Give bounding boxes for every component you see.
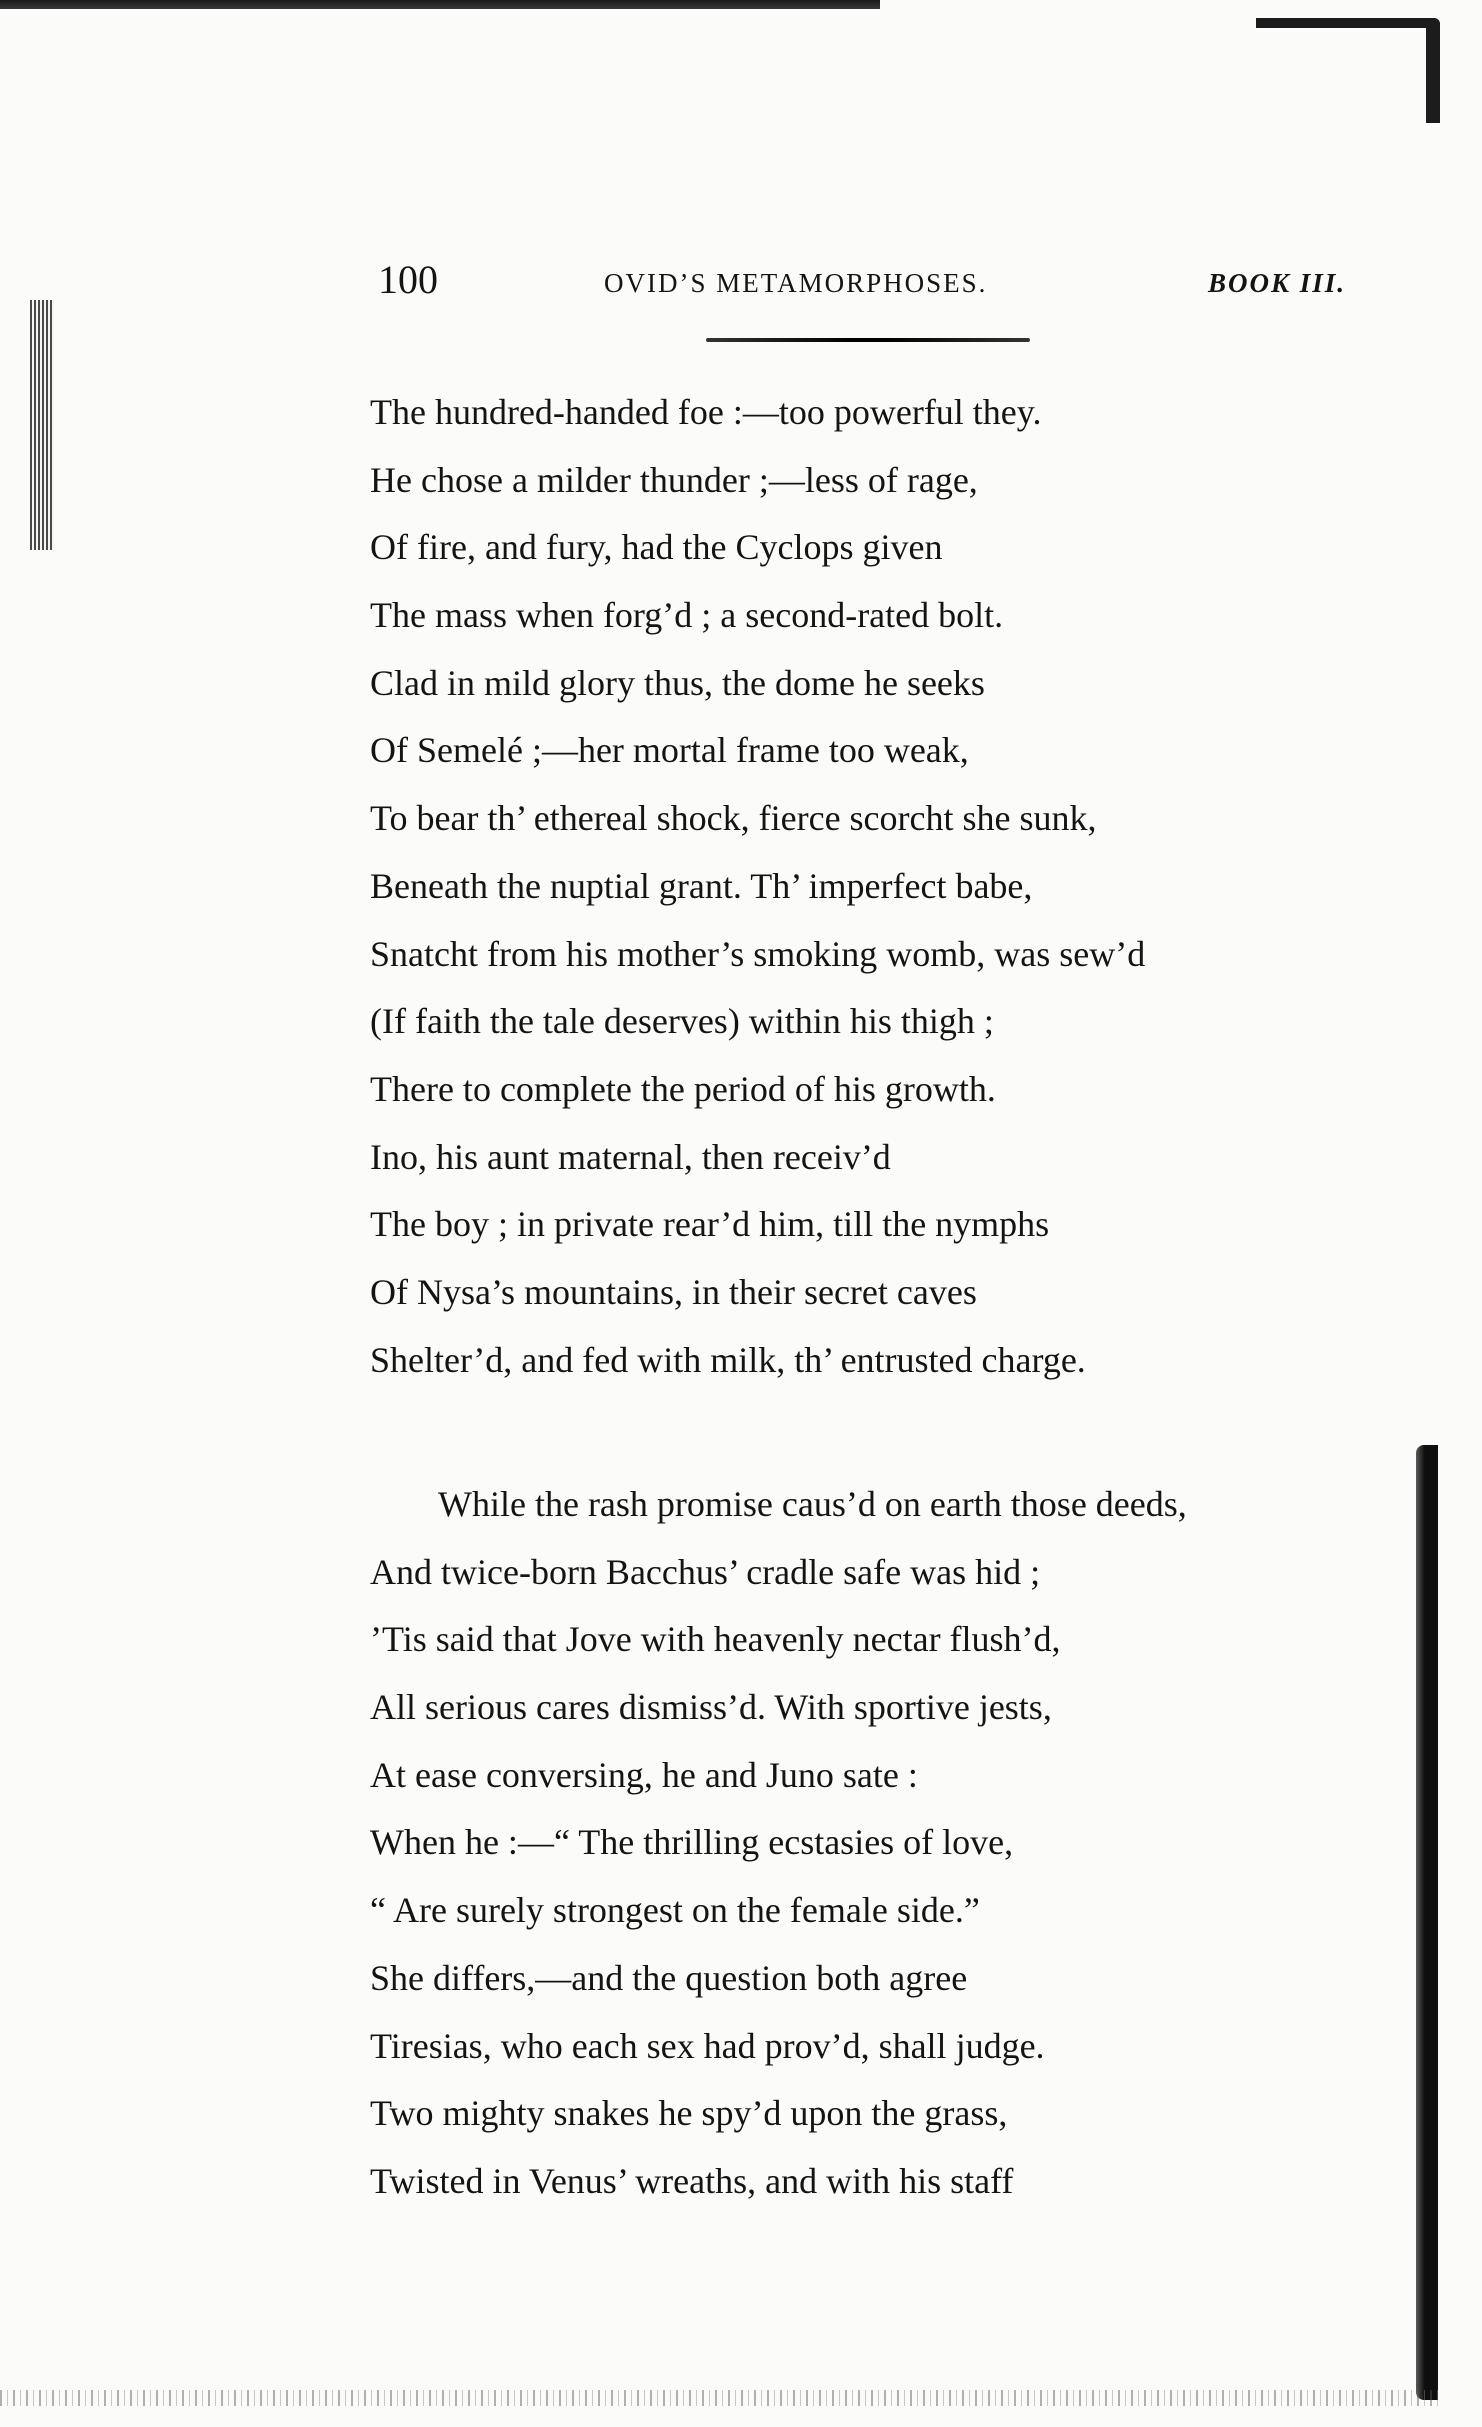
verse-line: The boy ; in private rear’d him, till the nymphs (370, 1204, 1050, 1245)
verse-line: Twisted in Venus’ wreaths, and with his staff (370, 2160, 1014, 2201)
stanza-2 (370, 1484, 1350, 2232)
scan-top-edge (0, 0, 880, 9)
verse-line: Shelter’d, and fed with milk, th’ entrusted charge. (370, 1339, 1086, 1380)
verse-line: ’Tis said that Jove with heavenly nectar flush’d, (370, 1619, 1061, 1660)
verse-line: She differs,—and the question both agree (370, 1957, 968, 1998)
book-label: BOOK III. (1208, 268, 1347, 298)
running-head (368, 256, 1358, 306)
verse-line: Beneath the nuptial grant. Th’ imperfect babe, (370, 865, 1033, 906)
verse-line: Of Nysa’s mountains, in their secret caves (370, 1271, 977, 1312)
verse-line: Snatcht from his mother’s smoking womb, was sew’d (370, 933, 1146, 974)
verse-line: Clad in mild glory thus, the dome he seeks (370, 662, 985, 703)
verse-line: The hundred-handed foe :—too powerful they. (370, 392, 1042, 432)
verse-line: To bear th’ ethereal shock, fierce scorcht she sunk, (370, 798, 1097, 839)
verse-line: (If faith the tale deserves) within his thigh ; (370, 1001, 994, 1042)
verse-line: And twice-born Bacchus’ cradle safe was hid ; (370, 1551, 1041, 1592)
verse-line: Of Semelé ;—her mortal frame too weak, (370, 730, 969, 771)
verse-line: There to complete the period of his growth. (370, 1068, 996, 1109)
page-number: 100 (378, 257, 438, 302)
verse-line: Tiresias, who each sex had prov’d, shall judge. (370, 2025, 1045, 2066)
verse-line: All serious cares dismiss’d. With sportive jests, (370, 1687, 1052, 1728)
scan-binding-edge (30, 300, 54, 550)
verse-line: He chose a milder thunder ;—less of rage, (370, 459, 978, 500)
verse-line: “ Are surely strongest on the female side.” (370, 1890, 980, 1931)
scan-page-edge (1416, 1445, 1438, 2400)
head-rule (706, 338, 1030, 342)
verse-line: Two mighty snakes he spy’d upon the grass, (370, 2093, 1008, 2134)
stanza-1 (370, 392, 1350, 1410)
verse-line: At ease conversing, he and Juno sate : (370, 1754, 918, 1795)
verse-line: Of fire, and fury, had the Cyclops given (370, 527, 943, 568)
scan-bottom-edge (0, 2390, 1440, 2406)
scan-corner-shadow (1256, 18, 1440, 123)
verse-line: The mass when forg’d ; a second-rated bolt. (370, 595, 1004, 636)
verse-line: Ino, his aunt maternal, then receiv’d (370, 1136, 891, 1177)
verse-line: While the rash promise caus’d on earth those deeds, (438, 1484, 1187, 1524)
verse-line: When he :—“ The thrilling ecstasies of love, (370, 1822, 1014, 1863)
running-title: OVID’S METAMORPHOSES. (604, 268, 988, 298)
